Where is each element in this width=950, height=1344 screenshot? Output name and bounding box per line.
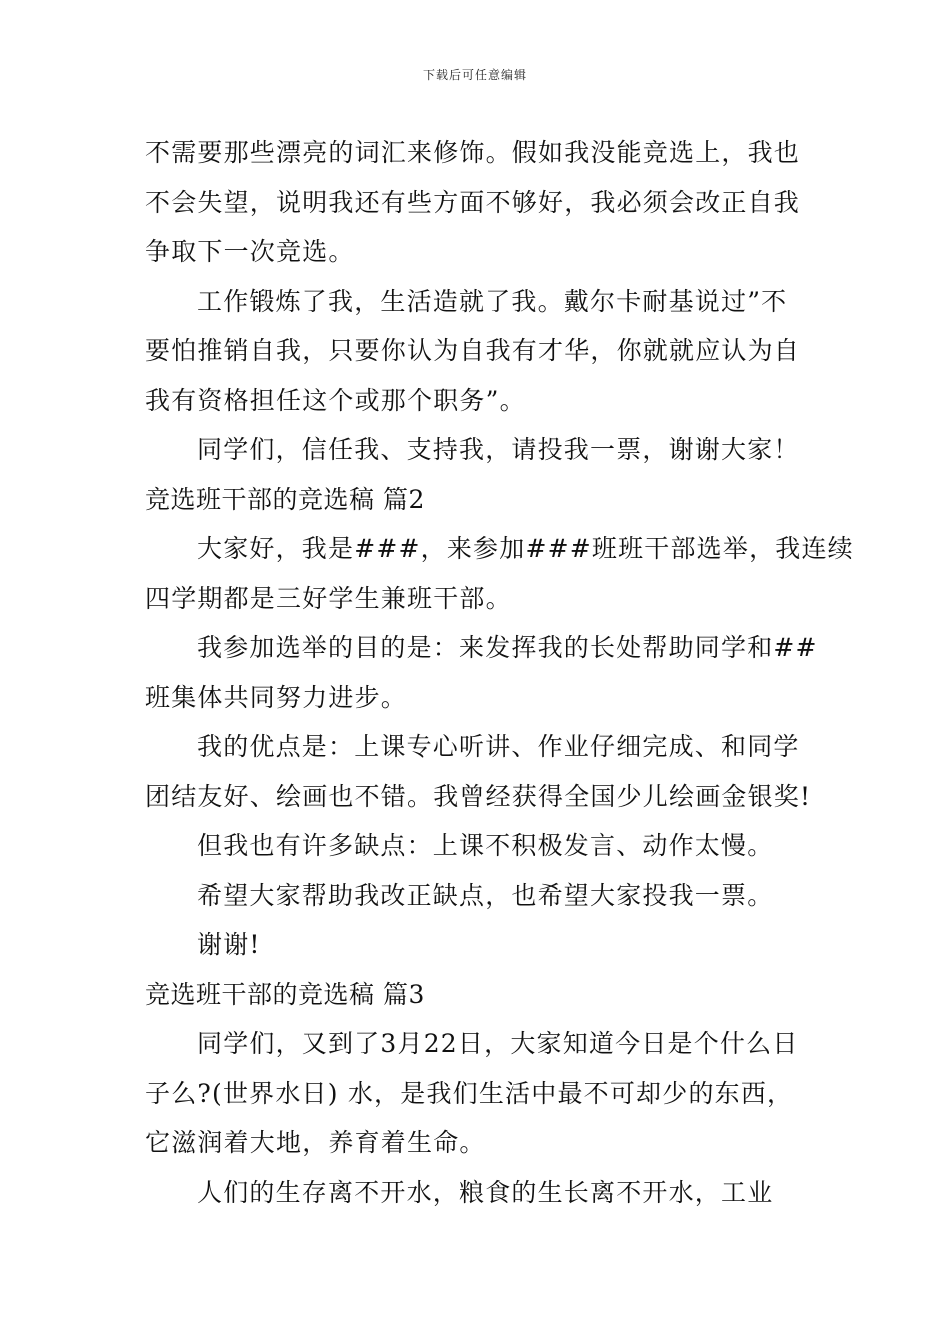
paragraph-line: 团结友好、绘画也不错。我曾经获得全国少儿绘画金银奖! xyxy=(145,781,812,811)
paragraph-line: 大家好，我是###，来参加###班班干部选举，我连续 xyxy=(197,534,854,563)
paragraph-line: 四学期都是三好学生兼班干部。 xyxy=(145,583,512,613)
paragraph-line: 希望大家帮助我改正缺点，也希望大家投我一票。 xyxy=(197,880,774,910)
paragraph-line: 不需要那些漂亮的词汇来修饰。假如我没能竞选上，我也 xyxy=(145,138,801,167)
paragraph-line: 我的优点是：上课专心听讲、作业仔细完成、和同学 xyxy=(197,732,800,761)
paragraph-line: 要怕推销自我，只要你认为自我有才华，你就就应认为自 xyxy=(145,336,801,365)
page-header: 下载后可任意编辑 xyxy=(422,68,527,82)
paragraph-line: 我有资格担任这个或那个职务”。 xyxy=(145,385,526,415)
paragraph-line: 同学们，信任我、支持我，请投我一票，谢谢大家！ xyxy=(197,435,800,464)
paragraph-line: 工作锻炼了我，生活造就了我。戴尔卡耐基说过”不 xyxy=(197,286,788,316)
section-heading: 竞选班干部的竞选稿 篇2 xyxy=(145,484,425,514)
paragraph-line: 争取下一次竞选。 xyxy=(145,237,355,266)
section-heading: 竞选班干部的竞选稿 篇3 xyxy=(145,979,425,1009)
paragraph-line: 但我也有许多缺点：上课不积极发言、动作太慢。 xyxy=(197,831,774,860)
document-body xyxy=(145,128,854,1217)
paragraph-line: 班集体共同努力进步。 xyxy=(145,682,408,712)
paragraph-line: 人们的生存离不开水，粮食的生长离不开水，工业 xyxy=(197,1177,774,1207)
paragraph-line: 不会失望，说明我还有些方面不够好，我必须会改正自我 xyxy=(145,187,801,217)
paragraph-line: 我参加选举的目的是：来发挥我的长处帮助同学和## xyxy=(197,633,818,662)
paragraph-line: 谢谢! xyxy=(197,930,261,959)
paragraph-line: 它滋润着大地，养育着生命。 xyxy=(145,1128,486,1157)
paragraph-line: 子么?(世界水日) 水，是我们生活中最不可却少的东西， xyxy=(145,1078,794,1108)
paragraph-line: 同学们，又到了3月22日，大家知道今日是个什么日 xyxy=(197,1029,799,1058)
